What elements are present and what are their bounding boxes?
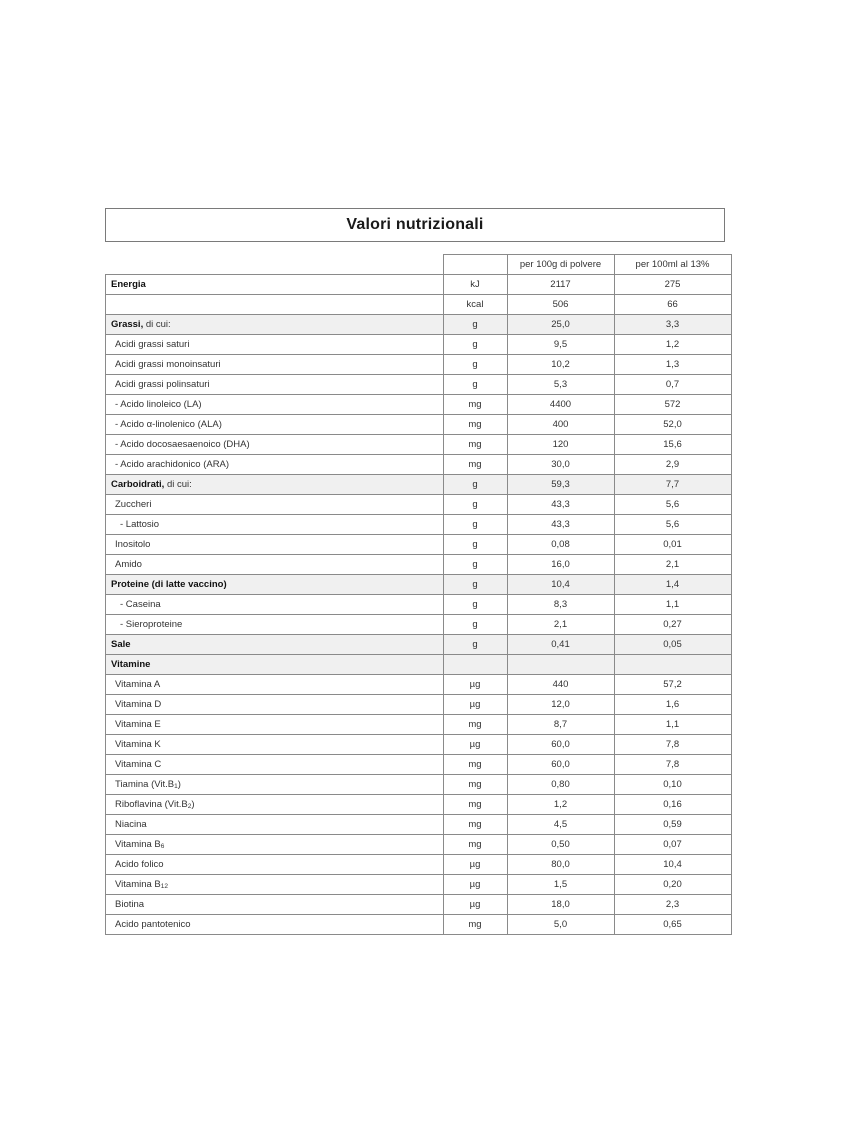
nutrient-unit: kJ [443,275,507,295]
nutrient-unit: g [443,615,507,635]
table-row [106,495,732,515]
value-per-100g: 5,0 [507,915,614,935]
table-row [106,415,732,435]
value-per-100ml: 2,9 [614,455,731,475]
table-row [106,455,732,475]
nutrient-name-text: di cui: [164,479,192,490]
nutrient-name-text: Tiamina (Vit.B [115,779,175,790]
nutrient-unit: g [443,515,507,535]
nutrient-name-text: Vitamina B [115,839,161,850]
nutrient-unit: µg [443,695,507,715]
nutrient-unit: mg [443,915,507,935]
value-per-100g: 0,08 [507,535,614,555]
nutrient-name-text: Acidi grassi saturi [115,339,190,350]
nutrient-name-text: - Acido linoleico (LA) [115,399,202,410]
value-per-100ml: 7,8 [614,735,731,755]
value-per-100g: 0,41 [507,635,614,655]
table-row [106,795,732,815]
value-per-100g: 10,4 [507,575,614,595]
nutrient-name-text: - Acido docosaesaenoico (DHA) [115,439,250,450]
nutrient-unit: g [443,635,507,655]
value-per-100ml: 0,16 [614,795,731,815]
nutrient-name-text: Inositolo [115,539,151,550]
value-per-100ml: 0,27 [614,615,731,635]
nutrient-name [106,515,444,535]
value-per-100g: 25,0 [507,315,614,335]
value-per-100ml: 15,6 [614,435,731,455]
nutrient-name [106,835,444,855]
table-row [106,835,732,855]
nutrient-name-text: Vitamina C [115,759,162,770]
nutrient-unit: mg [443,415,507,435]
nutrient-name-text: - Acido α-linolenico (ALA) [115,419,222,430]
nutrient-name-bold: Vitamine [111,659,151,670]
value-per-100g: 0,80 [507,775,614,795]
nutrient-name-text: Riboflavina (Vit.B [115,799,188,810]
value-per-100g: 400 [507,415,614,435]
nutrient-name [106,635,444,655]
value-per-100g: 2117 [507,275,614,295]
nutrient-name-text: Vitamina B [115,879,161,890]
value-per-100g: 0,50 [507,835,614,855]
nutrient-unit: g [443,335,507,355]
nutrient-name-text: di cui: [143,319,171,330]
table-row [106,295,732,315]
value-per-100ml: 572 [614,395,731,415]
nutrient-name-text: Vitamina D [115,699,162,710]
nutrient-unit: g [443,355,507,375]
value-per-100g [507,655,614,675]
value-per-100g: 120 [507,435,614,455]
nutrient-name-text: - Acido arachidonico (ARA) [115,459,230,470]
nutrient-name [106,555,444,575]
value-per-100g: 18,0 [507,895,614,915]
nutrient-name [106,735,444,755]
nutrient-name-text: Vitamina A [115,679,161,690]
nutrient-name-tail: ) [177,779,181,790]
nutrient-unit: g [443,575,507,595]
nutrient-name-text: - Sieroproteine [120,619,183,630]
nutrient-name-text: Vitamina E [115,719,161,730]
nutrient-name [106,395,444,415]
value-per-100ml [614,655,731,675]
value-per-100ml: 275 [614,275,731,295]
table-row [106,695,732,715]
table-row [106,435,732,455]
value-per-100g: 80,0 [507,855,614,875]
nutrient-name [106,415,444,435]
table-row [106,515,732,535]
header-blank-cell [106,255,444,275]
table-row [106,735,732,755]
nutrient-unit: mg [443,755,507,775]
value-per-100g: 1,2 [507,795,614,815]
nutrient-unit: mg [443,775,507,795]
table-row [106,755,732,775]
header-per-100g: per 100g di polvere [507,255,614,275]
nutrient-name [106,535,444,555]
nutrient-name [106,335,444,355]
value-per-100ml: 2,1 [614,555,731,575]
table-row [106,355,732,375]
nutrient-subscript: 6 [160,843,165,850]
nutrient-name [106,855,444,875]
value-per-100ml: 1,4 [614,575,731,595]
value-per-100ml: 1,6 [614,695,731,715]
value-per-100ml: 1,3 [614,355,731,375]
nutrient-subscript: 1 [174,783,178,790]
nutrient-name-text: Niacina [115,819,147,830]
nutrient-name [106,755,444,775]
value-per-100ml: 0,05 [614,635,731,655]
table-row [106,775,732,795]
nutrient-name-bold: Energia [111,279,146,290]
nutrient-unit [443,655,507,675]
value-per-100g: 8,7 [507,715,614,735]
value-per-100g: 30,0 [507,455,614,475]
value-per-100g: 16,0 [507,555,614,575]
value-per-100ml: 0,07 [614,835,731,855]
table-row [106,915,732,935]
table-row [106,595,732,615]
value-per-100ml: 0,01 [614,535,731,555]
nutrient-name [106,875,444,895]
nutrient-unit: mg [443,435,507,455]
nutrient-name [106,455,444,475]
value-per-100ml: 3,3 [614,315,731,335]
nutrient-name-tail: ) [191,799,195,810]
table-row [106,275,732,295]
value-per-100ml: 0,59 [614,815,731,835]
value-per-100g: 8,3 [507,595,614,615]
table-row [106,855,732,875]
table-row [106,815,732,835]
nutrient-name [106,275,444,295]
nutrient-unit: µg [443,675,507,695]
value-per-100g: 2,1 [507,615,614,635]
nutrient-name [106,695,444,715]
nutrient-unit: mg [443,455,507,475]
nutrient-name-bold: Proteine (di latte vaccino) [111,579,227,590]
nutrition-table [105,254,732,935]
nutrient-name [106,615,444,635]
nutrient-name-bold: Grassi, [111,319,144,330]
value-per-100g: 12,0 [507,695,614,715]
table-title-box [105,208,725,242]
nutrient-unit: g [443,535,507,555]
nutrient-unit: g [443,475,507,495]
table-header-row [106,255,732,275]
nutrient-name-text: - Lattosio [120,519,160,530]
nutrient-name-text: - Caseina [120,599,161,610]
header-per-100ml: per 100ml al 13% [614,255,731,275]
value-per-100g: 43,3 [507,515,614,535]
nutrient-name [106,315,444,335]
nutrient-unit: µg [443,895,507,915]
nutrient-name-text: Vitamina K [115,739,161,750]
nutrient-unit: g [443,595,507,615]
nutrient-name [106,435,444,455]
table-row [106,655,732,675]
value-per-100ml: 7,8 [614,755,731,775]
nutrient-name [106,795,444,815]
nutrient-name [106,775,444,795]
value-per-100ml: 57,2 [614,675,731,695]
value-per-100g: 5,3 [507,375,614,395]
nutrient-name [106,375,444,395]
nutrient-unit: mg [443,835,507,855]
nutrient-unit: mg [443,395,507,415]
nutrient-name-text: Zuccheri [115,499,152,510]
nutrient-name [106,655,444,675]
nutrient-unit: g [443,495,507,515]
nutrient-name [106,815,444,835]
nutrient-subscript: 2 [187,803,192,810]
value-per-100g: 60,0 [507,755,614,775]
table-row [106,895,732,915]
nutrient-name [106,895,444,915]
value-per-100ml: 0,65 [614,915,731,935]
nutrient-name [106,575,444,595]
nutrient-unit: µg [443,735,507,755]
table-row [106,335,732,355]
value-per-100ml: 52,0 [614,415,731,435]
value-per-100ml: 66 [614,295,731,315]
table-row [106,315,732,335]
header-unit-cell [443,255,507,275]
value-per-100ml: 10,4 [614,855,731,875]
value-per-100g: 10,2 [507,355,614,375]
nutrient-unit: g [443,555,507,575]
value-per-100g: 59,3 [507,475,614,495]
nutrient-unit: mg [443,815,507,835]
nutrient-name-bold: Carboidrati, [111,479,165,490]
value-per-100ml: 7,7 [614,475,731,495]
table-row [106,535,732,555]
value-per-100g: 4,5 [507,815,614,835]
table-row [106,615,732,635]
page-title: Valori nutrizionali [346,216,484,233]
value-per-100ml: 0,7 [614,375,731,395]
nutrient-name [106,715,444,735]
nutrient-name [106,595,444,615]
nutrient-name [106,355,444,375]
nutrient-name-text: Amido [115,559,142,570]
nutrient-name-text: Acido folico [115,859,164,870]
table-row [106,375,732,395]
nutrient-name-bold: Sale [111,639,131,650]
nutrient-unit: g [443,375,507,395]
value-per-100g: 9,5 [507,335,614,355]
table-row [106,715,732,735]
nutrient-unit: kcal [443,295,507,315]
nutrient-name-text: Biotina [115,899,145,910]
nutrient-unit: µg [443,875,507,895]
table-row [106,675,732,695]
value-per-100ml: 0,20 [614,875,731,895]
value-per-100ml: 1,1 [614,595,731,615]
value-per-100ml: 2,3 [614,895,731,915]
value-per-100ml: 1,2 [614,335,731,355]
nutrient-name-text: Acidi grassi polinsaturi [115,379,210,390]
value-per-100ml: 1,1 [614,715,731,735]
value-per-100ml: 5,6 [614,495,731,515]
value-per-100g: 60,0 [507,735,614,755]
value-per-100g: 43,3 [507,495,614,515]
nutrient-name [106,675,444,695]
nutrient-name-text: Acido pantotenico [115,919,191,930]
nutrient-subscript: 12 [160,883,168,890]
nutrient-name [106,495,444,515]
nutrient-unit: µg [443,855,507,875]
nutrient-name [106,475,444,495]
value-per-100g: 4400 [507,395,614,415]
table-row [106,875,732,895]
value-per-100g: 506 [507,295,614,315]
value-per-100ml: 0,10 [614,775,731,795]
nutrient-name [106,295,444,315]
table-row [106,555,732,575]
value-per-100g: 1,5 [507,875,614,895]
nutrient-name-text: Acidi grassi monoinsaturi [115,359,221,370]
nutrient-unit: mg [443,715,507,735]
table-row [106,475,732,495]
table-row [106,575,732,595]
nutrient-unit: mg [443,795,507,815]
nutrient-unit: g [443,315,507,335]
nutrient-name [106,915,444,935]
value-per-100g: 440 [507,675,614,695]
value-per-100ml: 5,6 [614,515,731,535]
table-row [106,635,732,655]
table-row [106,395,732,415]
